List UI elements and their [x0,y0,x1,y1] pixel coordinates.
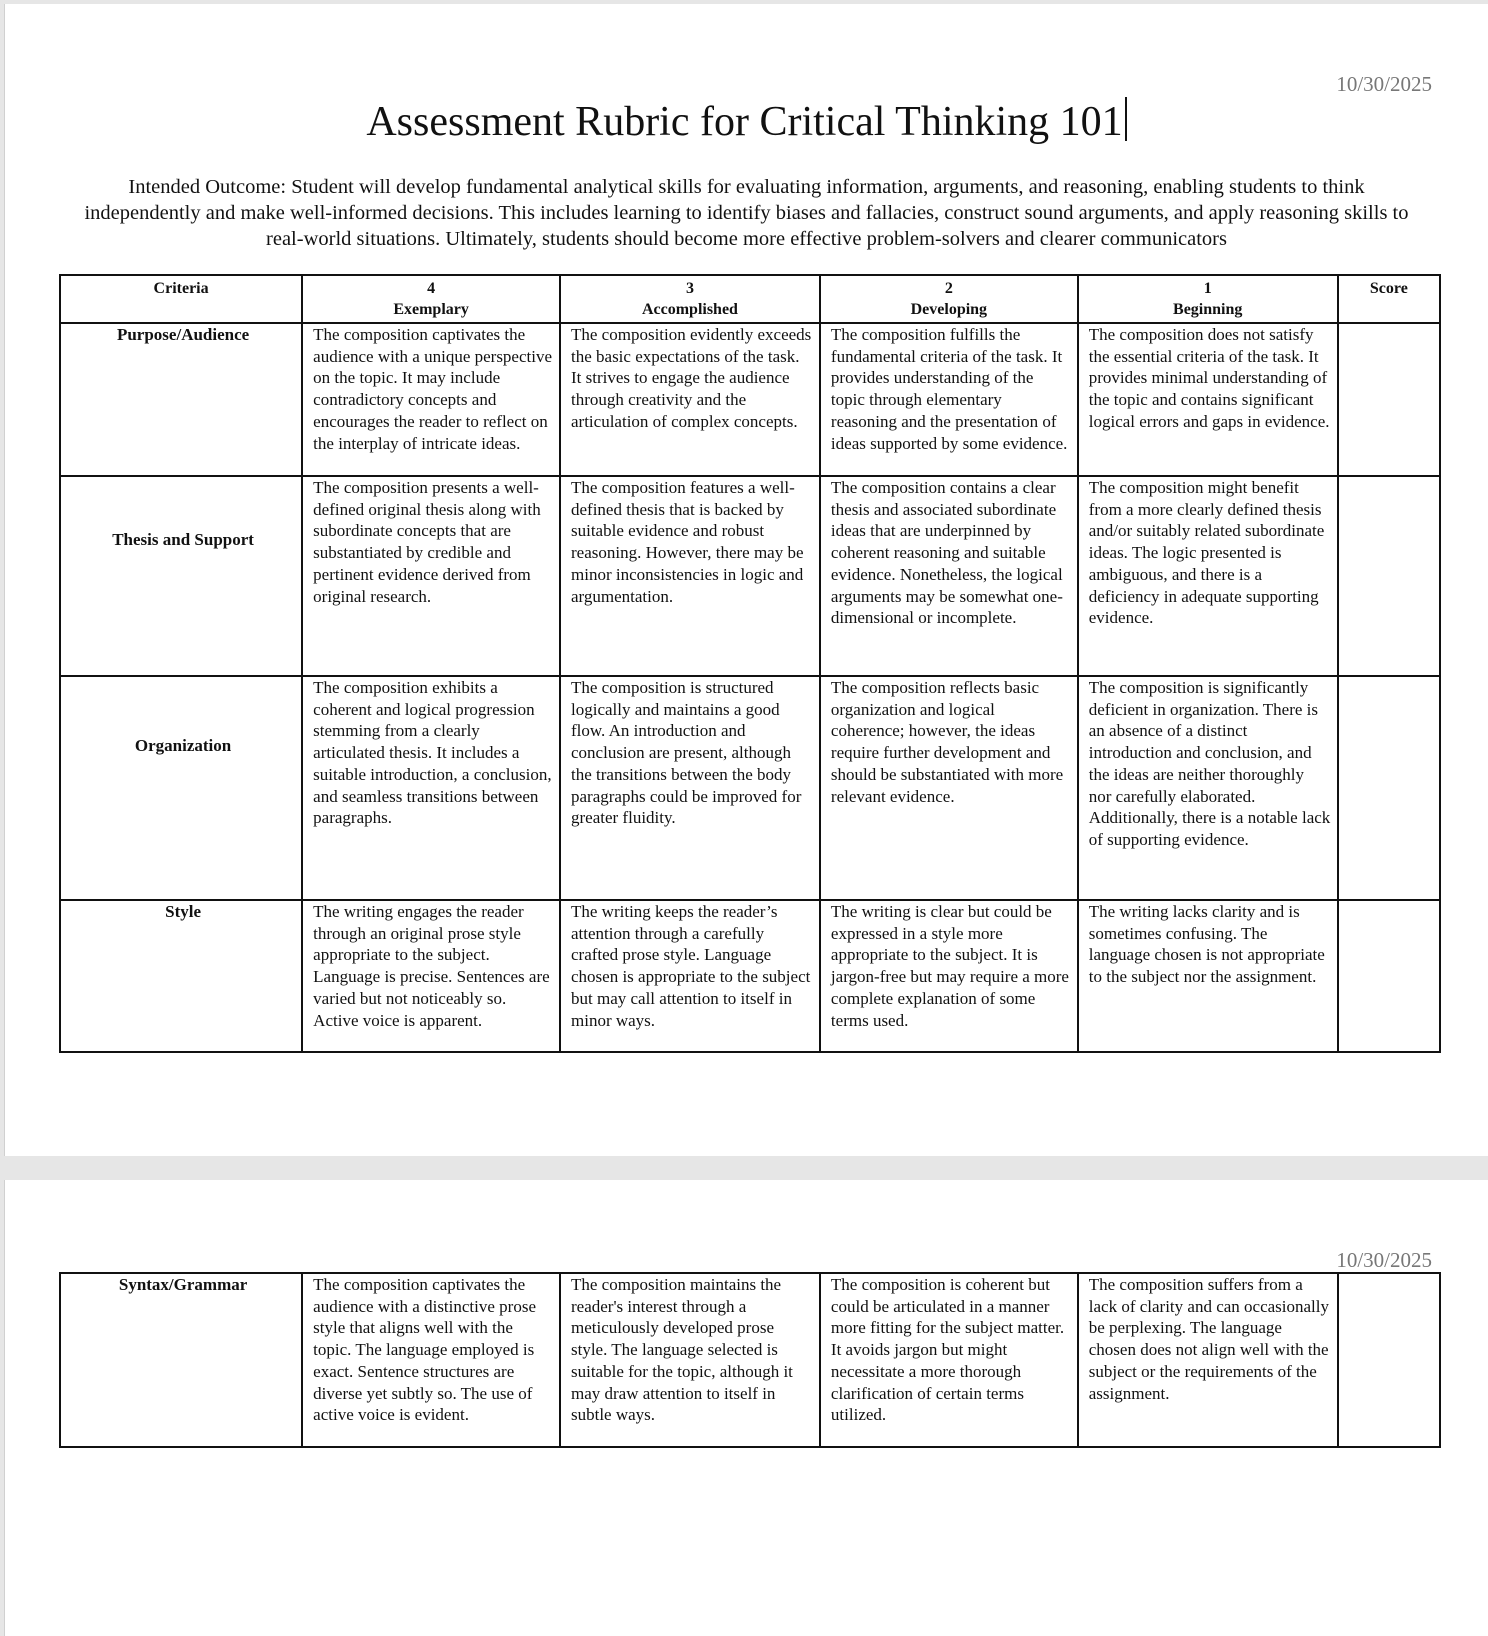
rubric-cell: The composition captivates the audience with a distinctive prose style that aligns well with the topic. The language employed is exact. Sentence structures are diverse yet subtly so. The use of active voice is evident. [302,1273,560,1447]
level-name: Developing [910,301,988,318]
score-cell[interactable] [1338,1273,1440,1447]
level-name: Beginning [1173,301,1243,318]
level-header-4 [302,275,560,323]
rubric-table-continued [59,1272,1441,1448]
rubric-cell: The writing engages the reader through an original prose style appropriate to the subject. Language is precise. Sentences are varied but not noticeably so. Active voice is apparent. [302,900,560,1052]
rubric-cell: The composition reflects basic organization and logical coherence; however, the ideas require further development and should be substantiated with more relevant evidence. [820,676,1078,900]
criteria-header: Criteria [60,275,302,323]
rubric-cell: The writing lacks clarity and is sometimes confusing. The language chosen is not appropriate to the subject nor the assignment. [1078,900,1338,1052]
rubric-cell: The composition might benefit from a more clearly defined thesis and/or suitably related subordinate ideas. The logic presented is ambiguous, and there is a deficiency in adequate supporting evidence. [1078,476,1338,676]
criterion-label: Syntax/Grammar [60,1273,302,1447]
criterion-label: Thesis and Support [60,476,302,676]
rubric-cell: The composition exhibits a coherent and logical progression stemming from a clearly articulated thesis. It includes a suitable introduction, a conclusion, and seamless transitions between paragraphs. [302,676,560,900]
rubric-cell: The composition does not satisfy the essential criteria of the task. It provides minimal understanding of the topic and contains significant logical errors and gaps in evidence. [1078,323,1338,476]
title-text: Assessment Rubric for Critical Thinking 101 [366,99,1123,145]
rubric-cell: The writing is clear but could be expressed in a style more appropriate to the subject. It is jargon-free but may require a more complete explanation of some terms used. [820,900,1078,1052]
page-date: 10/30/2025 [1336,72,1432,96]
level-header-1 [1078,275,1338,323]
score-cell[interactable] [1338,476,1440,676]
intended-outcome: Intended Outcome: Student will develop fundamental analytical skills for evaluating information, arguments, and reasoning, enabling students to think independently and make well-informed decisions. This includes learning to identify biases and fallacies, construct sound arguments, and apply reasoning skills to real-world situations. Ultimately, students should become more effective problem-solvers and clearer communicators [84,176,1409,250]
level-header-2 [820,275,1078,323]
criterion-label: Style [60,900,302,1052]
level-number: 1 [1203,280,1212,297]
level-header-3 [560,275,820,323]
document-title [5,96,1488,148]
rubric-cell: The composition is significantly deficient in organization. There is an absence of a distinct introduction and conclusion, and the ideas are neither thoroughly nor carefully elaborated. Additionally, there is a notable lack of supporting evidence. [1078,676,1338,900]
rubric-cell: The composition features a well-defined thesis that is backed by suitable evidence and robust reasoning. However, there may be minor inconsistencies in logic and argumentation. [560,476,820,676]
rubric-cell: The writing keeps the reader’s attention through a carefully crafted prose style. Language chosen is appropriate to the subject but may call attention to itself in minor ways. [560,900,820,1052]
rubric-cell: The composition presents a well-defined original thesis along with subordinate concepts that are substantiated by credible and pertinent evidence derived from original research. [302,476,560,676]
rubric-cell: The composition captivates the audience with a unique perspective on the topic. It may include contradictory concepts and encourages the reader to reflect on the interplay of intricate ideas. [302,323,560,476]
score-cell[interactable] [1338,900,1440,1052]
rubric-row-syntax-grammar [60,1273,1440,1447]
rubric-row-style [60,900,1440,1052]
criterion-label: Purpose/Audience [60,323,302,476]
level-name: Exemplary [393,301,469,318]
rubric-row-thesis-support [60,476,1440,676]
text-cursor [1125,97,1127,141]
header-row [60,275,1440,323]
rubric-row-purpose-audience [60,323,1440,476]
rubric-row-organization [60,676,1440,900]
rubric-cell: The composition is structured logically and maintains a good flow. An introduction and conclusion are present, although the transitions between the body paragraphs could be improved for greater fluidity. [560,676,820,900]
rubric-cell: The composition evidently exceeds the basic expectations of the task. It strives to engage the audience through creativity and the articulation of complex concepts. [560,323,820,476]
criterion-label: Organization [60,676,302,900]
score-cell[interactable] [1338,323,1440,476]
rubric-cell: The composition contains a clear thesis and associated subordinate ideas that are underpinned by coherent reasoning and suitable evidence. Nonetheless, the logical arguments may be somewhat one-dimensional or incomplete. [820,476,1078,676]
score-cell[interactable] [1338,676,1440,900]
level-number: 3 [685,280,694,297]
document-page-1 [4,4,1488,1156]
score-header: Score [1338,275,1440,323]
level-name: Accomplished [641,301,738,318]
document-page-2 [4,1180,1488,1636]
rubric-cell: The composition fulfills the fundamental criteria of the task. It provides understanding of the topic through elementary reasoning and the presentation of ideas supported by some evidence. [820,323,1078,476]
level-number: 2 [944,280,953,297]
rubric-cell: The composition suffers from a lack of clarity and can occasionally be perplexing. The language chosen does not align well with the subject or the requirements of the assignment. [1078,1273,1338,1447]
rubric-cell: The composition is coherent but could be articulated in a manner more fitting for the subject matter. It avoids jargon but might necessitate a more thorough clarification of certain terms utilized. [820,1273,1078,1447]
rubric-table [59,274,1441,1053]
page-date: 10/30/2025 [1336,1248,1432,1272]
level-number: 4 [427,280,436,297]
rubric-cell: The composition maintains the reader's interest through a meticulously developed prose style. The language selected is suitable for the topic, although it may draw attention to itself in subtle ways. [560,1273,820,1447]
